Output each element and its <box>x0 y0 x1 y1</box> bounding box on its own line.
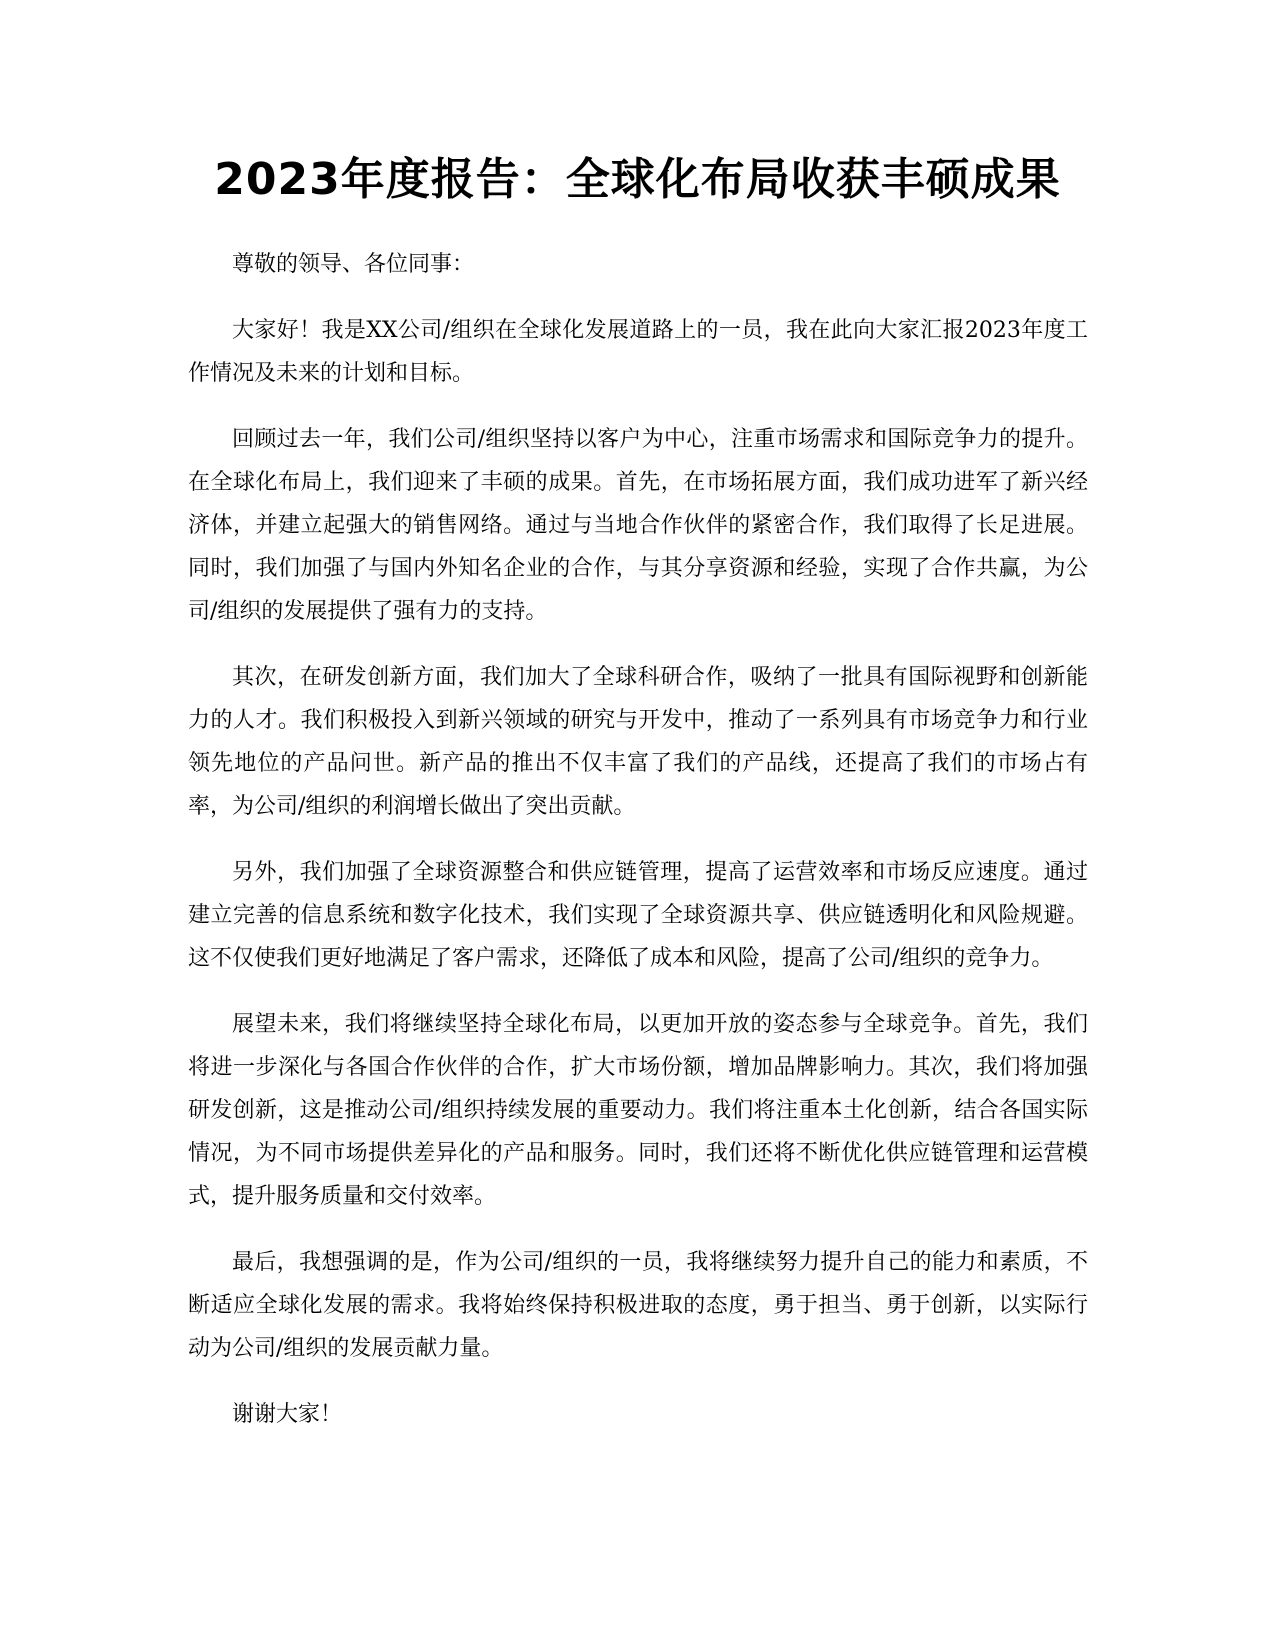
closing: 谢谢大家！ <box>232 1402 343 1427</box>
document-title: 2023年度报告：全球化布局收获丰硕成果 <box>214 154 1061 205</box>
paragraph-review: 回顾过去一年，我们公司/组织坚持以客户为中心，注重市场需求和国际竞争力的提升。在全球化布局上，我们迎来了丰硕的成果。首先，在市场拓展方面，我们成功进军了新兴经济体，并建立起强大的销售网络。通过与当地合作伙伴的紧密合作，我们取得了长足进展。同时，我们加强了与国内外知名企业的合作，与其分享资源和经验，实现了合作共赢，为公司/组织的发展提供了强有力的支持。 <box>188 427 1088 624</box>
paragraph-conclusion: 最后，我想强调的是，作为公司/组织的一员，我将继续努力提升自己的能力和素质，不断适应全球化发展的需求。我将始终保持积极进取的态度，勇于担当、勇于创新，以实际行动为公司/组织的发展贡献力量。 <box>188 1250 1088 1361</box>
salutation: 尊敬的领导、各位同事： <box>232 252 475 277</box>
paragraph-outlook: 展望未来，我们将继续坚持全球化布局，以更加开放的姿态参与全球竞争。首先，我们将进一步深化与各国合作伙伴的合作，扩大市场份额，增加品牌影响力。其次，我们将加强研发创新，这是推动公司/组织持续发展的重要动力。我们将注重本土化创新，结合各国实际情况，为不同市场提供差异化的产品和服务。同时，我们还将不断优化供应链管理和运营模式，提升服务质量和交付效率。 <box>188 1012 1088 1209</box>
paragraph-intro: 大家好！我是XX公司/组织在全球化发展道路上的一员，我在此向大家汇报2023年度工作情况及未来的计划和目标。 <box>188 318 1088 386</box>
document-body <box>188 243 1088 1459</box>
paragraph-supply-chain: 另外，我们加强了全球资源整合和供应链管理，提高了运营效率和市场反应速度。通过建立完善的信息系统和数字化技术，我们实现了全球资源共享、供应链透明化和风险规避。这不仅使我们更好地满足了客户需求，还降低了成本和风险，提高了公司/组织的竞争力。 <box>188 860 1088 971</box>
paragraph-rnd: 其次，在研发创新方面，我们加大了全球科研合作，吸纳了一批具有国际视野和创新能力的人才。我们积极投入到新兴领域的研究与开发中，推动了一系列具有市场竞争力和行业领先地位的产品问世。新产品的推出不仅丰富了我们的产品线，还提高了我们的市场占有率，为公司/组织的利润增长做出了突出贡献。 <box>188 665 1088 819</box>
